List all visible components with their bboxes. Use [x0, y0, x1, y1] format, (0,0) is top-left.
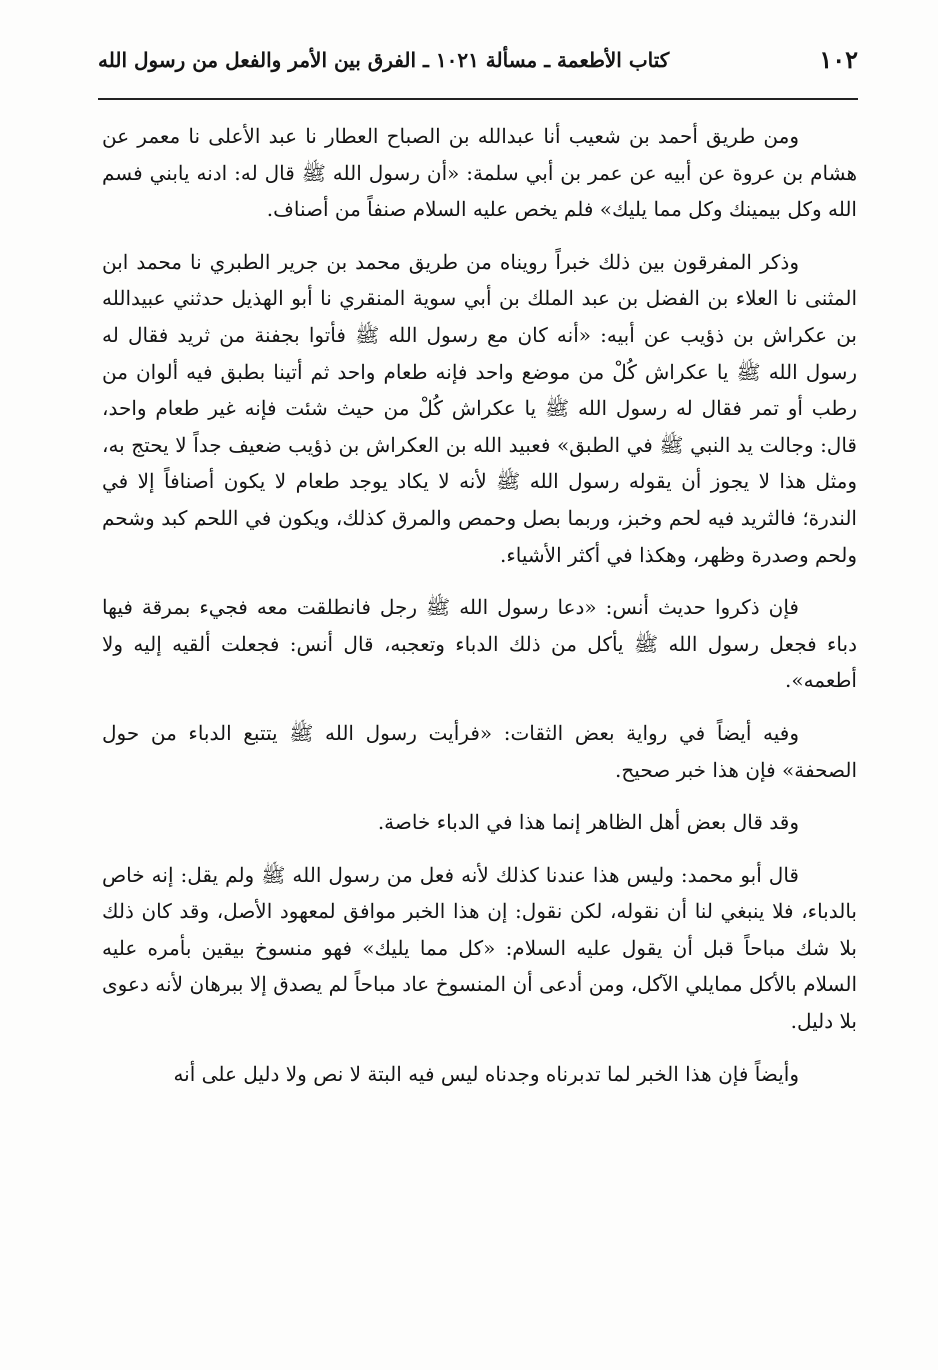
paragraph: فإن ذكروا حديث أنس: «دعا رسول الله ﷺ رجل فانطلقت معه فجيء بمرقة فيها دباء فجعل رسول الله ﷺ يأكل من ذلك الدباء وتعجبه، قال أنس: فجعلت ألقيه إليه ولا أطعمه». — [102, 595, 857, 693]
paragraph: وذكر المفرقون بين ذلك خبراً رويناه من طريق محمد بن جرير الطبري نا محمد ابن المثنى نا العلاء بن الفضل بن عبد الملك بن أبي سوية المنقري نا أبو الهذيل حدثني عبيدالله بن عكراش بن ذؤيب عن أبيه: «أنه كان مع رسول الله ﷺ فأتوا بجفنة من ثريد فقال له رسول الله ﷺ يا عكراش كُلْ من موضع واحد فإنه طعام واحد ثم أتينا بطبق فيه ألوان من رطب أو تمر فقال له رسول الله ﷺ يا عكراش كُلْ من حيث شئت فإنه غير طعام واحد، قال: وجالت يد النبي ﷺ في الطبق» فعبيد الله بن العكراش بن ذؤيب ضعيف جداً لا يحتج به، ومثل هذا لا يجوز أن يقوله رسول الله ﷺ لأنه لا يكاد يوجد طعام لا يكون أصنافاً إلا في الندرة؛ فالثريد فيه لحم وخبز، وربما بصل وحمص والمرق كذلك، ويكون في اللحم كبد وشحم ولحم وصدرة وظهر، وهكذا في أكثر الأشياء. — [102, 249, 857, 567]
header-divider — [98, 98, 858, 100]
paragraph: وأيضاً فإن هذا الخبر لما تدبرناه وجدناه ليس فيه البتة لا نص ولا دليل على أنه — [173, 1061, 799, 1086]
page-body — [102, 118, 857, 1318]
paragraph: قال أبو محمد: وليس هذا عندنا كذلك لأنه فعل من رسول الله ﷺ ولم يقل: إنه خاص بالدباء، فلا ينبغي لنا أن نقوله، لكن نقول: إن هذا الخبر موافق لمعهود الأصل، وقد كان ذلك بلا شك مباحاً قبل أن يقول عليه السلام: «كل مما يليك» فهو منسوخ بيقين بأمره عليه السلام بالأكل ممايلي الآكل، ومن أدعى أن المنسوخ عاد مباحاً لم يصدق إلا ببرهان لأنه دعوى بلا دليل. — [102, 862, 857, 1034]
page-header — [98, 40, 858, 88]
paragraph: وقد قال بعض أهل الظاهر إنما هذا في الدباء خاصة. — [377, 810, 799, 835]
page-number: ١٠٢ — [819, 45, 858, 74]
paragraph: ومن طريق أحمد بن شعيب أنا عبدالله بن الصباح العطار نا عبد الأعلى نا معمر عن هشام بن عروة عن أبيه عن عمر بن أبي سلمة: «أن رسول الله ﷺ قال له: ادنه يابني فسم الله وكل بيمينك وكل مما يليك» فلم يخص عليه السلام صنفاً من أصناف. — [102, 124, 857, 222]
paragraph: وفيه أيضاً في رواية بعض الثقات: «فرأيت رسول الله ﷺ يتتبع الدباء من حول الصحفة» فإن هذا خبر صحيح. — [102, 720, 857, 782]
running-title: كتاب الأطعمة ـ مسألة ١٠٢١ ـ الفرق بين الأمر والفعل من رسول الله — [98, 48, 670, 72]
